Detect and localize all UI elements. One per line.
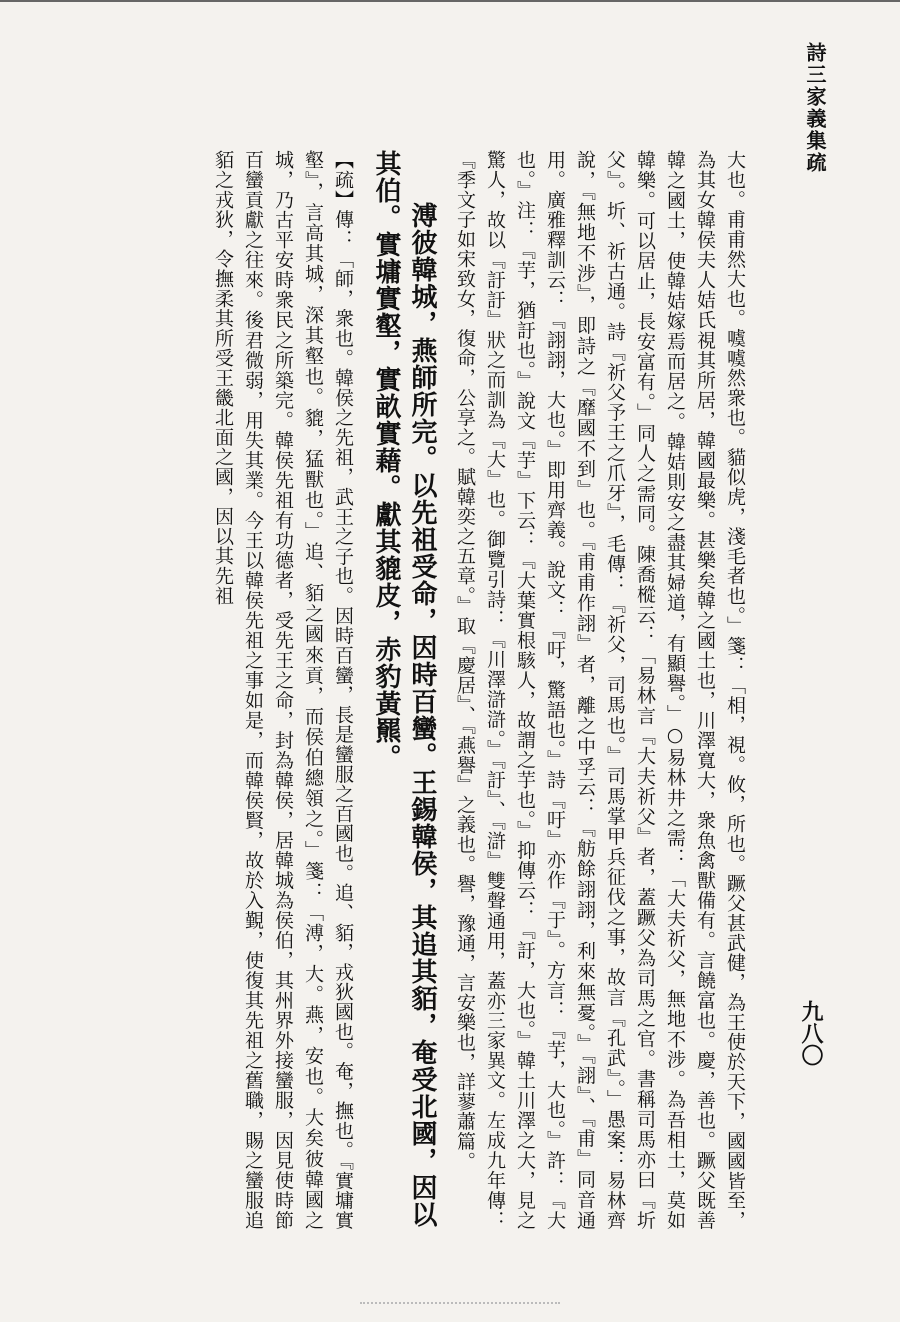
verse-part-1: 溥彼韓城，燕師所完。以先祖受命，因時百蠻。王錫韓侯，其追其貊，奄受北國，因以 (407, 202, 437, 1228)
verse-part-2: 其伯。實墉實壑，實畝實藉。獻其貔皮，赤豹黃羆。 (371, 150, 401, 771)
main-text (140, 150, 750, 1230)
top-rule (0, 0, 900, 2)
commentary-bottom: 【疏】傳：「師，衆也。韓侯之先祖，武王之子也。因時百蠻，長是蠻服之百國也。追、貊，戎狄國也。奄，撫也。『實墉實壑』，言高其城，深其壑也。貔，猛獸也。」追、貊之國來貢，而侯伯總領之。」箋：「溥，大。燕，安也。大矣彼韓國之城，乃古平安時衆民之所築完。韓侯先祖有功德者，受先王之命，封為韓侯，居韓城為侯伯，其州界外接蠻服，因見使時節百蠻貢獻之往來。後君微弱，用失其業。今王以韓侯先祖之事如是，而韓侯賢，故於入覲，使復其先祖之舊職，賜之蠻服追貊之戎狄，令撫柔其所受王畿北面之國，因以其先祖 (212, 150, 354, 1230)
page-number: 九八〇 (798, 1000, 824, 1066)
commentary-top: 大也。甫甫然大也。噳噳然衆也。貓似虎，淺毛者也。」箋：「相，視。攸，所也。蹶父甚武健，為王使於天下，國國皆至，為其女韓侯夫人姞氏視其所居，韓國最樂。甚樂矣韓之國土也，川澤寬大，衆魚禽獸備有。言饒富也。慶，善也。蹶父既善韓之國土，使韓姞嫁焉而居之。韓姞則安之盡其婦道，有顯譽。」○易林井之需：「大夫祈父，無地不涉。為吾相土，莫如韓樂。可以居止，長安富有。」同人之需同。陳喬樅云：「易林言『大夫祈父』者，蓋蹶父為司馬之官。書稱司馬亦曰『圻父』。圻、祈古通。詩『祈父予王之爪牙』，毛傳：『祈父，司馬也。』司馬掌甲兵征伐之事，故言『孔武』。」愚案：易林齊說，『無地不涉』，即詩之『靡國不到』也。『甫甫作詡』者，離之中孚云：『舫餘詡詡，利來無憂。』『詡』、『甫』同音通用。廣雅釋訓云：『詡詡，大也。』即用齊義。說文：『吁，驚語也。』詩『吁』亦作『于』。方言：『芋，大也。』許：『大也。』注：『芋，猶訏也。』說文『芋』下云：『大葉實根駭人，故謂之芋也。』抑傳云：『訏，大也。』韓土川澤之大，見之驚人，故以『訏訏』狀之而訓為『大』也。御覽引詩：『川澤滸滸。』『訏』、『滸』雙聲通用，蓋亦三家異文。左成九年傳：『季文子如宋致女，復命，公享之。賦韓奕之五章。』取『慶居』、『燕譽』之義也。譽，豫通，言安樂也，詳蓼蕭篇。 (454, 150, 746, 1230)
verse-lines (368, 150, 440, 1230)
scan-footer-marks (360, 1302, 560, 1308)
running-head-title: 詩三家義集疏 (803, 42, 827, 174)
